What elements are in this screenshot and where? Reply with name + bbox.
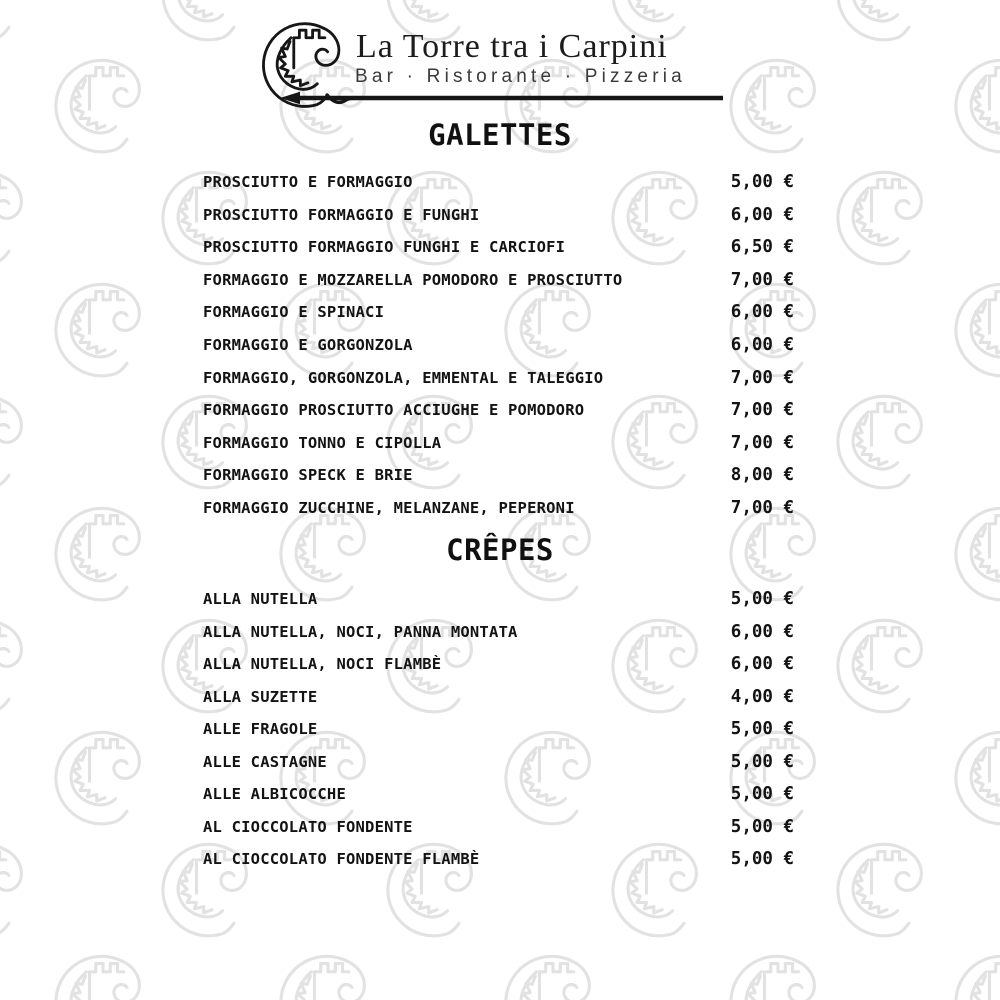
menu-item-row bbox=[203, 491, 794, 524]
item-name: FORMAGGIO PROSCIUTTO ACCIUGHE E POMODORO bbox=[203, 401, 585, 420]
menu-item-row bbox=[203, 361, 794, 394]
section-title-galettes: GALETTES bbox=[428, 118, 572, 152]
watermark-emblem bbox=[0, 396, 21, 488]
item-price: 5,00 € bbox=[730, 172, 794, 193]
item-price: 6,00 € bbox=[730, 654, 794, 675]
item-name: ALLA SUZETTE bbox=[203, 687, 318, 706]
item-price: 5,00 € bbox=[730, 849, 794, 870]
crepes-item-list bbox=[203, 583, 794, 876]
menu-item-row bbox=[203, 426, 794, 459]
restaurant-name: La Torre tra i Carpini bbox=[356, 28, 668, 65]
menu-item-row bbox=[203, 681, 794, 714]
item-name: FORMAGGIO E MOZZARELLA POMODORO E PROSCIUTTO bbox=[203, 270, 623, 289]
item-name: PROSCIUTTO FORMAGGIO FUNGHI E CARCIOFI bbox=[203, 238, 566, 257]
watermark-emblem bbox=[56, 732, 139, 824]
item-price: 6,00 € bbox=[730, 204, 794, 225]
menu-item-row bbox=[203, 713, 794, 746]
item-price: 5,00 € bbox=[730, 816, 794, 837]
item-price: 5,00 € bbox=[730, 751, 794, 772]
item-name: ALLE CASTAGNE bbox=[203, 752, 327, 771]
item-price: 7,00 € bbox=[730, 497, 794, 518]
menu-item-row bbox=[203, 843, 794, 876]
watermark-emblem bbox=[838, 844, 921, 936]
item-price: 6,50 € bbox=[730, 237, 794, 258]
item-price: 5,00 € bbox=[730, 784, 794, 805]
item-price: 8,00 € bbox=[730, 465, 794, 486]
menu-item-row bbox=[203, 746, 794, 779]
item-name: PROSCIUTTO FORMAGGIO E FUNGHI bbox=[203, 205, 480, 224]
watermark-emblem bbox=[0, 844, 21, 936]
watermark-emblem bbox=[731, 956, 814, 1000]
watermark-emblem bbox=[838, 0, 921, 40]
item-name: ALLE ALBICOCCHE bbox=[203, 785, 346, 804]
menu-item-row bbox=[203, 811, 794, 844]
watermark-emblem bbox=[838, 620, 921, 712]
watermark-emblem bbox=[506, 956, 589, 1000]
menu-item-row bbox=[203, 583, 794, 616]
item-name: FORMAGGIO ZUCCHINE, MELANZANE, PEPERONI bbox=[203, 498, 575, 517]
item-price: 6,00 € bbox=[730, 335, 794, 355]
watermark-emblem bbox=[956, 284, 1000, 376]
item-name: ALLA NUTELLA bbox=[203, 590, 318, 609]
watermark-emblem bbox=[0, 620, 21, 712]
item-name: ALLE FRAGOLE bbox=[203, 720, 318, 739]
watermark-emblem bbox=[956, 956, 1000, 1000]
item-price: 6,00 € bbox=[730, 302, 794, 323]
watermark-emblem bbox=[838, 396, 921, 488]
menu-item-row bbox=[203, 199, 794, 232]
menu-item-row bbox=[203, 166, 794, 199]
menu-item-row bbox=[203, 778, 794, 811]
item-name: ALLA NUTELLA, NOCI, PANNA MONTATA bbox=[203, 622, 518, 641]
watermark-emblem bbox=[56, 284, 139, 376]
item-name: ALLA NUTELLA, NOCI FLAMBÈ bbox=[203, 655, 442, 674]
restaurant-tagline: Bar · Ristorante · Pizzeria bbox=[355, 66, 686, 87]
item-name: FORMAGGIO E SPINACI bbox=[203, 303, 385, 322]
item-name: PROSCIUTTO E FORMAGGIO bbox=[203, 173, 413, 192]
item-name: FORMAGGIO TONNO E CIPOLLA bbox=[203, 433, 442, 452]
menu-item-row bbox=[203, 231, 794, 264]
menu-item-row bbox=[203, 264, 794, 297]
item-price: 7,00 € bbox=[730, 400, 794, 421]
watermark-emblem bbox=[956, 732, 1000, 824]
item-price: 5,00 € bbox=[730, 719, 794, 740]
item-price: 7,00 € bbox=[730, 269, 794, 290]
menu-item-row bbox=[203, 648, 794, 681]
item-name: AL CIOCCOLATO FONDENTE FLAMBÈ bbox=[203, 850, 480, 869]
item-price: 7,00 € bbox=[730, 432, 794, 453]
watermark-emblem bbox=[0, 172, 21, 264]
menu-item-row bbox=[203, 616, 794, 649]
item-price: 6,00 € bbox=[730, 621, 794, 642]
item-price: 4,00 € bbox=[730, 686, 794, 707]
watermark-emblem bbox=[0, 0, 21, 40]
menu-item-row bbox=[203, 459, 794, 492]
item-name: FORMAGGIO SPECK E BRIE bbox=[203, 466, 413, 485]
watermark-emblem bbox=[281, 956, 364, 1000]
menu-item-row bbox=[203, 296, 794, 329]
menu-item-row bbox=[203, 329, 794, 362]
galettes-item-list bbox=[203, 166, 794, 524]
section-title-crepes: CRÊPES bbox=[446, 533, 554, 567]
item-name: AL CIOCCOLATO FONDENTE bbox=[203, 817, 413, 836]
watermark-emblem bbox=[56, 956, 139, 1000]
item-name: FORMAGGIO E GORGONZOLA bbox=[203, 336, 413, 354]
item-price: 5,00 € bbox=[730, 589, 794, 610]
watermark-emblem bbox=[163, 0, 246, 40]
menu-item-row bbox=[203, 394, 794, 427]
watermark-emblem bbox=[838, 172, 921, 264]
item-price: 7,00 € bbox=[730, 367, 794, 388]
item-name: FORMAGGIO, GORGONZOLA, EMMENTAL E TALEGGIO bbox=[203, 368, 604, 387]
